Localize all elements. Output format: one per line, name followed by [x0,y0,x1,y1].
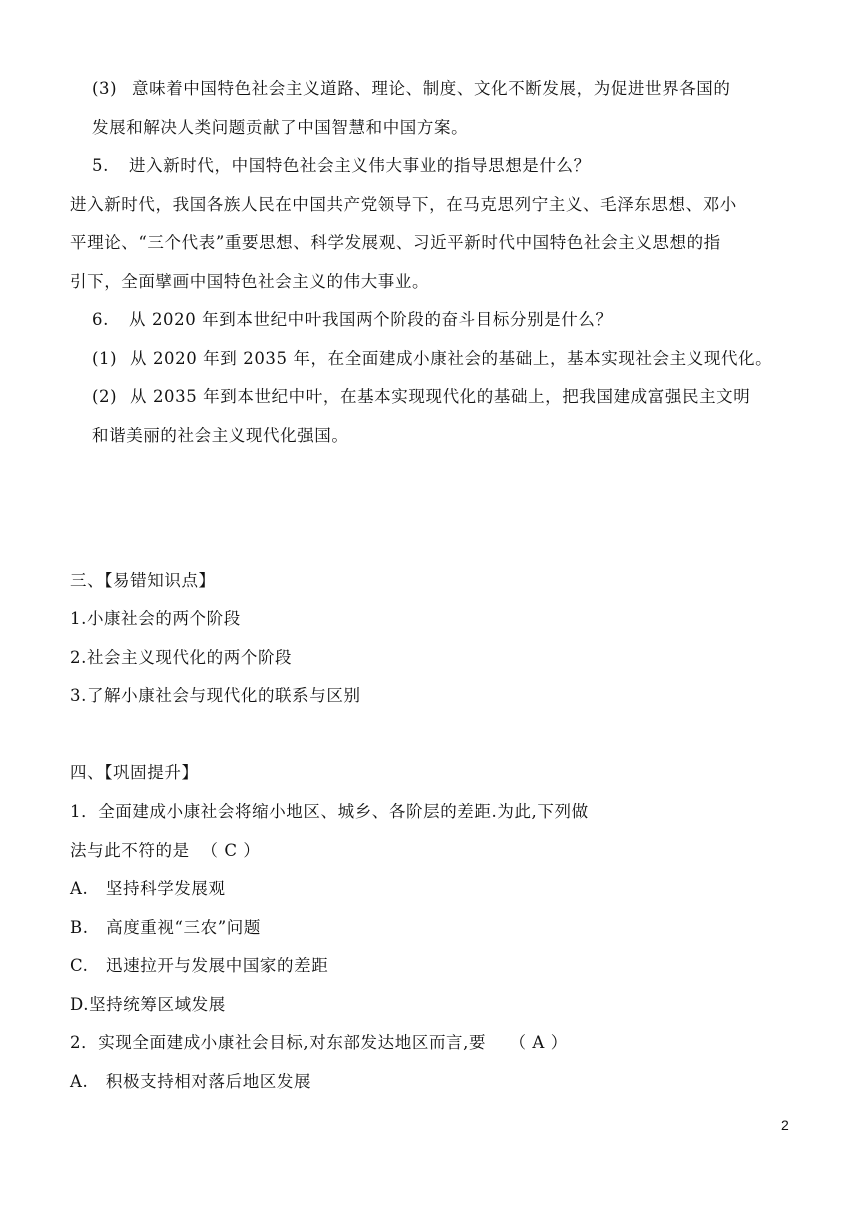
item-3-marker: (3) [92,79,118,98]
answer-6-item-2-text-1: 从 2035 年到本世纪中叶，在基本实现现代化的基础上，把我国建成富强民主文明 [130,387,751,406]
item-3-line-1 [92,78,731,100]
answer-6-item-1 [92,348,772,370]
answer-6-item-2-line-2: 和谐美丽的社会主义现代化强国。 [92,426,349,445]
section-3-heading: 三、【易错知识点】 [70,571,216,590]
answer-6-item-2-line-1 [92,386,750,408]
item-3-line-2: 发展和解决人类问题贡献了中国智慧和中国方案。 [92,118,469,137]
section-4-heading: 四、【巩固提升】 [70,763,199,782]
answer-5-line-3: 引下，全面擘画中国特色社会主义的伟大事业。 [70,272,430,291]
answer-6-item-1-text: 从 2020 年到 2035 年，在全面建成小康社会的基础上，基本实现社会主义现代化。 [130,349,773,368]
question-2-line-1: 2．实现全面建成小康社会目标,对东部发达地区而言,要 （ A ） [70,1033,568,1052]
answer-6-item-2-marker: (2) [92,387,118,406]
question-5 [92,155,591,177]
question-5-text: 进入新时代，中国特色社会主义伟大事业的指导思想是什么？ [129,156,591,175]
question-6 [92,309,613,331]
page-number: 2 [781,1117,790,1133]
answer-5-line-1: 进入新时代，我国各族人民在中国共产党领导下，在马克思列宁主义、毛泽东思想、邓小 [70,195,737,214]
answer-6-item-1-marker: (1) [92,349,118,368]
question-1-option-a: A. 坚持科学发展观 [70,879,226,898]
question-1-option-d: D.坚持统筹区域发展 [70,995,226,1014]
question-1-line-1: 1．全面建成小康社会将缩小地区、城乡、各阶层的差距.为此,下列做 [70,802,589,821]
question-2-option-a: A. 积极支持相对落后地区发展 [70,1072,312,1091]
question-5-marker: 5. [92,156,109,175]
question-1-option-b: B. 高度重视“三农”问题 [70,918,261,937]
section-3-item-3: 3.了解小康社会与现代化的联系与区别 [70,686,361,705]
item-3-text-1: 意味着中国特色社会主义道路、理论、制度、文化不断发展，为促进世界各国的 [132,79,731,98]
question-1-option-c: C. 迅速拉开与发展中国家的差距 [70,956,329,975]
question-1-line-2: 法与此不符的是 （ C ） [70,841,261,860]
answer-5-line-2: 平理论、“三个代表”重要思想、科学发展观、习近平新时代中国特色社会主义思想的指 [70,233,721,252]
section-3-item-2: 2.社会主义现代化的两个阶段 [70,648,293,667]
section-3-item-1: 1.小康社会的两个阶段 [70,609,241,628]
question-6-text: 从 2020 年到本世纪中叶我国两个阶段的奋斗目标分别是什么？ [129,310,613,329]
question-6-marker: 6. [92,310,109,329]
